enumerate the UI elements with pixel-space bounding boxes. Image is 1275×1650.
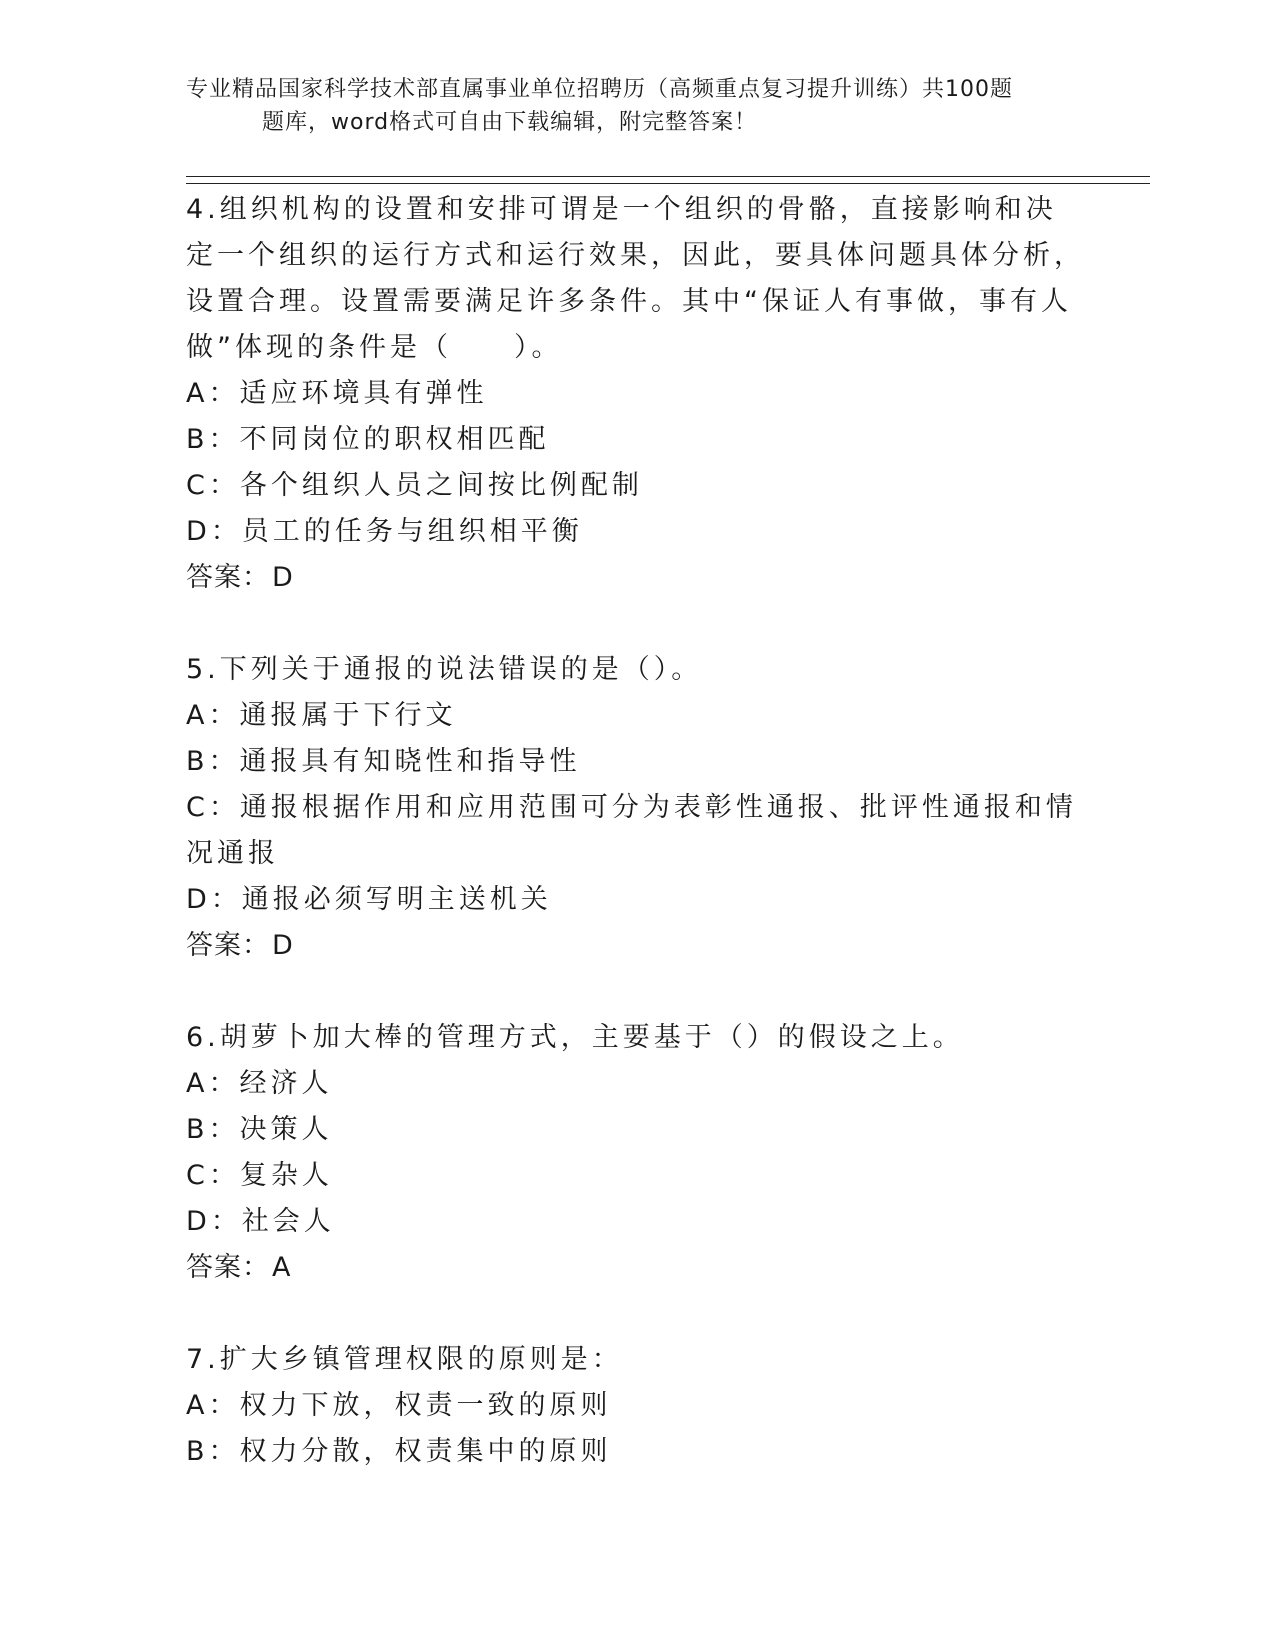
header-divider-bottom: [186, 183, 1150, 184]
answer-label: 答案：: [186, 930, 270, 961]
header-title-line1: 专业精品国家科学技术部直属事业单位招聘历（高频重点复习提升训练）共100题: [186, 77, 1013, 102]
question-stem: 5.下列关于通报的说法错误的是（）。: [186, 654, 703, 685]
answer-label: 答案：: [186, 1252, 270, 1283]
option-b: B：决策人: [186, 1114, 333, 1145]
question-stem: 7.扩大乡镇管理权限的原则是：: [186, 1344, 623, 1375]
answer-label: 答案：: [186, 562, 270, 593]
question-item: [186, 187, 1086, 601]
option-d: D：通报必须写明主送机关: [186, 884, 552, 915]
option-d: D：社会人: [186, 1206, 335, 1237]
document-header: [186, 73, 1086, 139]
option-c: C：各个组织人员之间按比例配制: [186, 470, 643, 501]
answer-line: [186, 1245, 1086, 1291]
answer-line: [186, 923, 1086, 969]
option-a: A：适应环境具有弹性: [186, 378, 488, 409]
question-stem: 6.胡萝卜加大棒的管理方式，主要基于（）的假设之上。: [186, 1022, 964, 1053]
option-c: C：通报根据作用和应用范围可分为表彰性通报、批评性通报和情况通报: [186, 792, 1077, 869]
header-title-line2: 题库，word格式可自由下载编辑，附完整答案！: [262, 110, 758, 135]
answer-value: D: [272, 930, 294, 961]
question-list: [186, 187, 1086, 1475]
option-b: B：通报具有知晓性和指导性: [186, 746, 581, 777]
answer-line: [186, 555, 1086, 601]
option-b: B：权力分散，权责集中的原则: [186, 1436, 612, 1467]
answer-value: A: [272, 1252, 292, 1283]
option-a: A：经济人: [186, 1068, 333, 1099]
option-a: A：通报属于下行文: [186, 700, 457, 731]
option-d: D：员工的任务与组织相平衡: [186, 516, 583, 547]
answer-value: D: [272, 562, 294, 593]
question-item: [186, 1337, 1086, 1475]
question-stem: 4.组织机构的设置和安排可谓是一个组织的骨骼，直接影响和决定一个组织的运行方式和运行效果，因此，要具体问题具体分析，设置合理。设置需要满足许多条件。其中“保证人有事做，事有人做”体现的条件是（ ）。: [186, 194, 1085, 363]
question-item: [186, 1015, 1086, 1291]
option-b: B：不同岗位的职权相匹配: [186, 424, 550, 455]
option-a: A：权力下放，权责一致的原则: [186, 1390, 612, 1421]
option-c: C：复杂人: [186, 1160, 333, 1191]
header-divider-top: [186, 176, 1150, 177]
question-item: [186, 647, 1086, 969]
